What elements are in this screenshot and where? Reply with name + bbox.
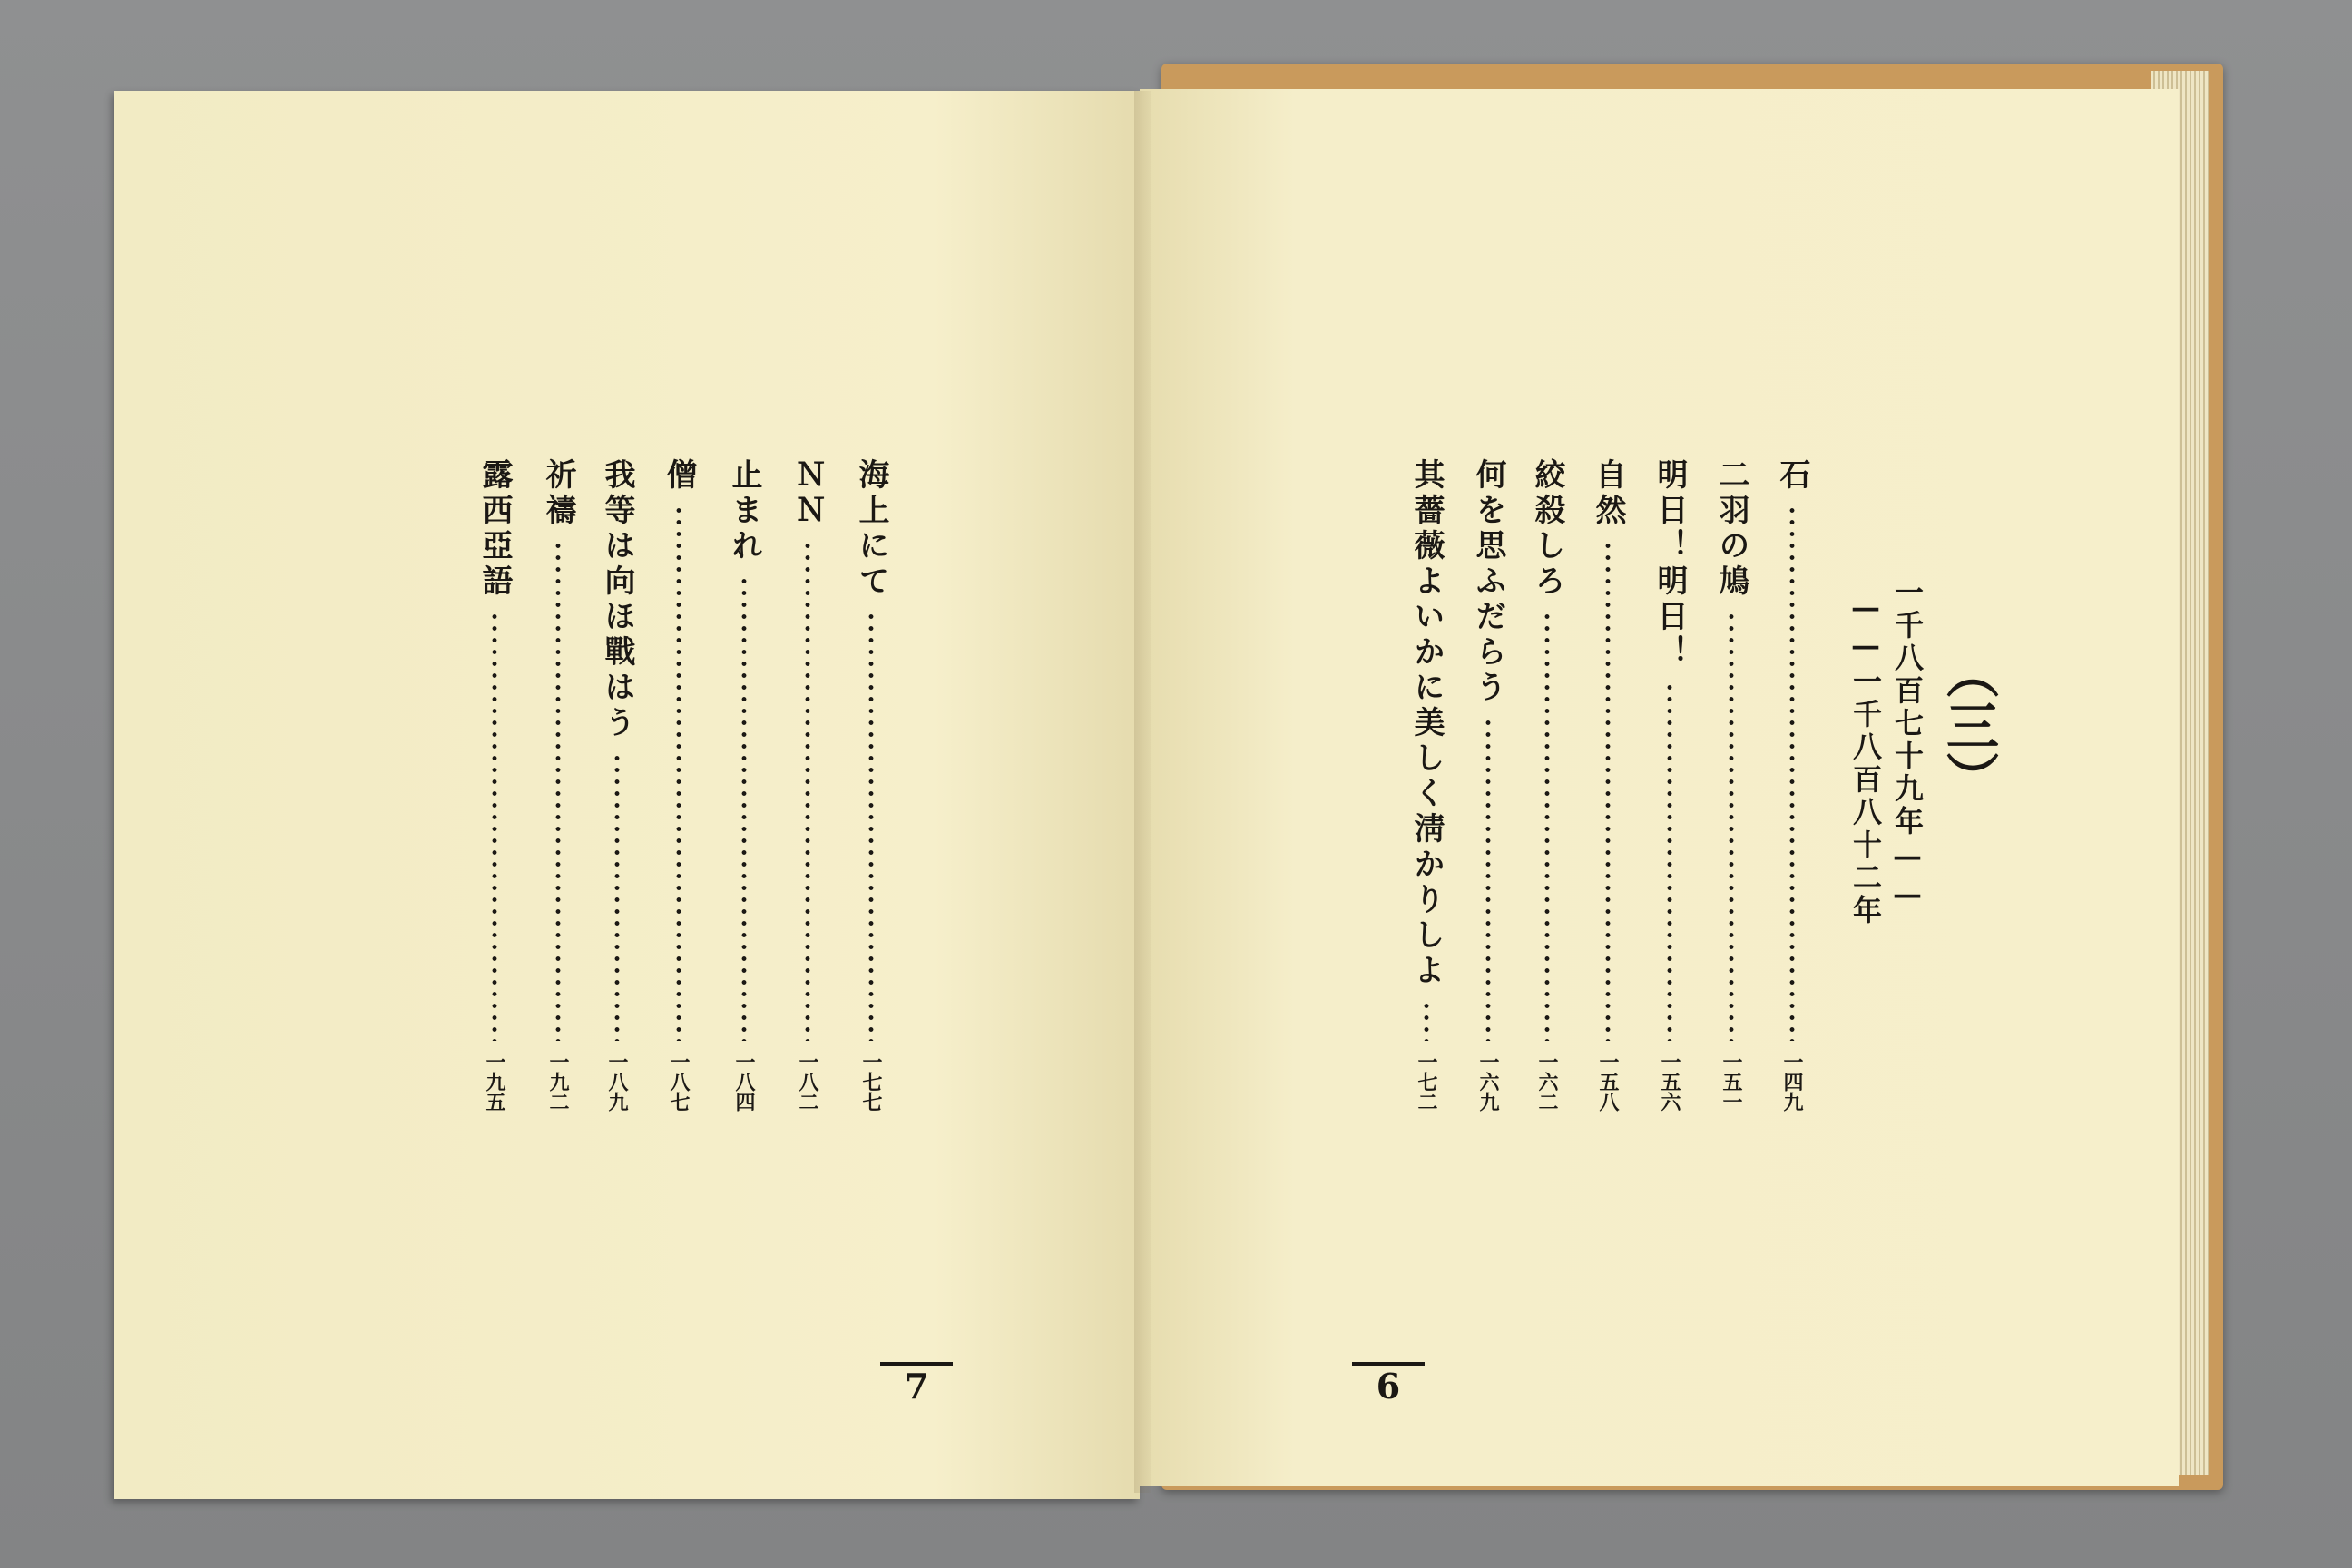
dot-leader	[868, 611, 874, 1041]
toc-entry	[1651, 458, 1688, 1112]
dot-leader	[492, 611, 497, 1041]
dot-leader	[1729, 611, 1734, 1041]
toc-title: 止まれ	[726, 458, 762, 564]
toc-page-number: 一八四	[732, 1052, 756, 1112]
toc-entry	[1529, 458, 1565, 1112]
toc-title: 我等は向ほ戰はう	[599, 458, 635, 741]
dot-leader	[1485, 717, 1491, 1041]
toc-title: 其薔薇よいかに美しく淸かりしよ	[1408, 458, 1445, 989]
toc-title: 露西亞語	[476, 458, 513, 600]
toc-title: 僧	[661, 458, 697, 494]
dot-leader	[614, 752, 620, 1041]
toc-entry	[540, 458, 576, 1112]
toc-title: 明日！明日！	[1651, 458, 1688, 671]
toc-title: 絞殺しろ	[1529, 458, 1565, 600]
toc-page-number: 一六二	[1535, 1052, 1559, 1112]
book-gutter	[1134, 91, 1151, 1493]
toc-page-number: 一五六	[1658, 1052, 1681, 1112]
toc-title: 自然	[1590, 458, 1626, 529]
toc-page-number: 一九二	[546, 1052, 570, 1112]
toc-page-number: 一六九	[1476, 1052, 1500, 1112]
toc-page-number: 一八九	[605, 1052, 629, 1112]
dot-leader	[805, 540, 810, 1041]
toc-page-number: 一八二	[796, 1052, 819, 1112]
dot-leader	[741, 575, 747, 1041]
date-range-end: ——一千八百八十二年	[1848, 590, 1883, 927]
toc-entry	[853, 458, 889, 1112]
toc-title: 石	[1774, 458, 1810, 494]
page-number-right: 6	[1352, 1366, 1425, 1406]
page-number-left: 7	[880, 1366, 953, 1406]
dot-leader	[555, 540, 561, 1041]
dot-leader	[1544, 611, 1550, 1041]
section-heading: （三）	[1937, 646, 1999, 804]
dot-leader	[1605, 540, 1611, 1041]
toc-page-number: 一八七	[667, 1052, 691, 1112]
toc-entry	[789, 458, 826, 1112]
toc-entry	[1774, 458, 1810, 1112]
toc-entry	[1408, 458, 1445, 1112]
toc-page-number: 一五一	[1720, 1052, 1743, 1112]
toc-entry	[1470, 458, 1506, 1112]
toc-title: ＮＮ	[789, 458, 826, 529]
toc-title: 二羽の鳩	[1713, 458, 1749, 600]
toc-entry	[1713, 458, 1749, 1112]
toc-entry	[476, 458, 513, 1112]
toc-page-number: 一五八	[1596, 1052, 1620, 1112]
toc-page-number: 一七二	[1415, 1052, 1438, 1112]
toc-title: 祈禱	[540, 458, 576, 529]
toc-entry	[599, 458, 635, 1112]
toc-page-number: 一七七	[859, 1052, 883, 1112]
toc-entry	[661, 458, 697, 1112]
dot-leader	[1424, 1000, 1429, 1041]
toc-page-number: 一九五	[483, 1052, 506, 1112]
dot-leader	[1789, 505, 1795, 1041]
toc-title: 何を思ふだらう	[1470, 458, 1506, 706]
dot-leader	[1667, 681, 1672, 1041]
toc-title: 海上にて	[853, 458, 889, 600]
toc-page-number: 一四九	[1780, 1052, 1804, 1112]
dot-leader	[676, 505, 681, 1041]
date-range-start: 一千八百七十九年——	[1890, 577, 1925, 915]
toc-entry	[726, 458, 762, 1112]
toc-entry	[1590, 458, 1626, 1112]
